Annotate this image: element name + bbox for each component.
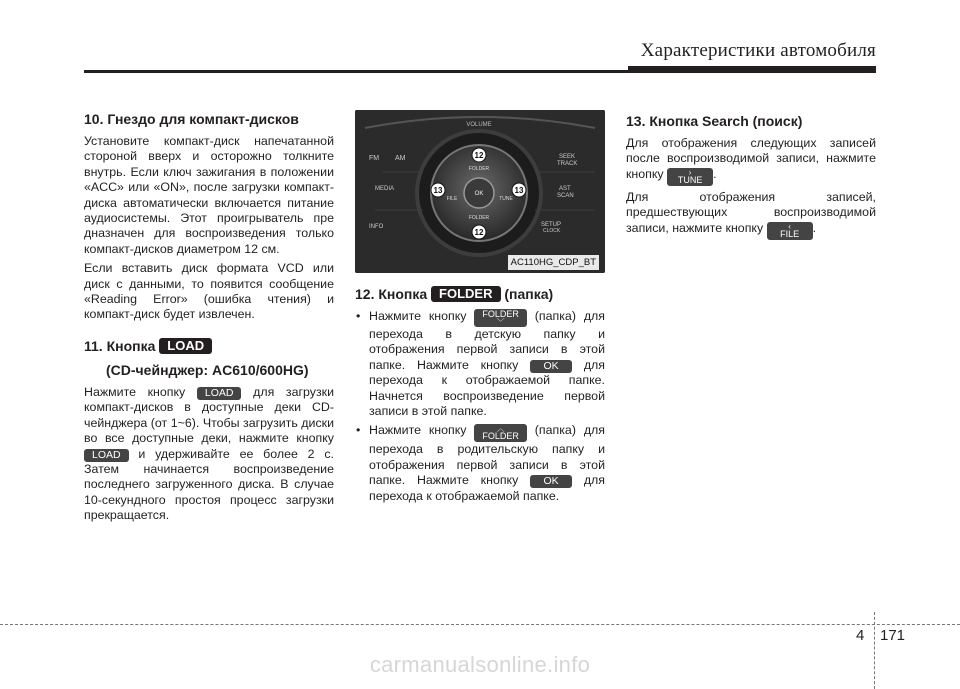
- callout-13-left: [431, 183, 445, 197]
- paragraph: Установите компакт-диск напечатанной стороной вверх и осторожно толкните внутрь. Если ключ зажигания в положении «ACC» или «ON», после загрузки компакт-диска автоматически включается питание аудиосистемы. Этот проигрыватель пре дназначен для воспроизведения только компакт-дисков диаметром 12 см.: [84, 134, 334, 256]
- folder-up-button-glyph: FOLDER ﹀: [474, 309, 527, 327]
- setup-label: SETUP: [541, 222, 562, 228]
- section-search-button: [626, 112, 876, 240]
- load-badge: LOAD: [159, 338, 212, 354]
- column-middle: [355, 110, 605, 518]
- folder-badge: FOLDER: [431, 286, 500, 302]
- text: и удерживайте ее более 2 с. Затем начинается воспроизведение последнего загруженного диска. В случае 10-секундного простоя процесс загрузки прекращается.: [84, 446, 334, 523]
- ok-button-glyph: OK: [530, 475, 572, 488]
- text: для загрузки компакт-дисков в доступные деки CD-чейнджера (от 1~6). Чтобы загрузить диски во все доступные деки, нажмите кнопку: [84, 384, 334, 446]
- callout-12-bottom: [472, 225, 486, 239]
- text: .: [713, 166, 717, 181]
- control-panel-photo: [355, 110, 605, 273]
- list-item: [355, 423, 605, 504]
- control-panel-illustration: [355, 110, 605, 273]
- text: для перехода к отображаемой папке. Начнется воспроизведение первой записи в этой папке.: [369, 357, 605, 419]
- track-label: TRACK: [557, 161, 578, 167]
- section-title: 10. Гнездо для компакт-дисков: [84, 111, 299, 127]
- page-number: 171: [880, 627, 906, 644]
- svg-text:12: 12: [474, 228, 484, 237]
- folder-down-button-glyph: ︿ FOLDER: [474, 424, 527, 442]
- paragraph: [626, 136, 876, 186]
- column-right: [626, 112, 876, 254]
- section-load-button: [84, 337, 334, 524]
- scan-label: SCAN: [557, 193, 574, 199]
- file-label: FILE: [446, 196, 458, 202]
- text: .: [812, 220, 817, 235]
- seek-label: SEEK: [559, 154, 576, 160]
- paragraph: [626, 190, 876, 240]
- load-button-glyph: LOAD: [84, 449, 129, 462]
- footer-rule: [0, 624, 960, 625]
- chevron-down-icon: ﹀: [496, 318, 505, 327]
- folder-instructions: [355, 309, 605, 504]
- photo-caption: AC110HG_CDP_BT: [508, 255, 599, 270]
- text: Нажмите кнопку: [369, 423, 467, 438]
- text: для перехода к отображаемой папке.: [369, 473, 605, 503]
- fm-label: FM: [369, 155, 380, 162]
- paragraph: Если вставить диск формата VCD или диск с данными, то появится сообщение «Reading Error» (ошибка чтения) и компакт-диск будет извлечен.: [84, 261, 334, 322]
- section-title-prefix: 11. Кнопка: [84, 337, 156, 354]
- text: (папка) для перехода в детскую папку и отображения первой записи в этой папке. Нажмите кнопку: [369, 309, 605, 372]
- list-item: [355, 309, 605, 419]
- section-subtitle: (CD-чейнджер: AC610/600HG): [106, 361, 309, 378]
- clock-label: CLOCK: [543, 228, 561, 234]
- load-button-glyph: LOAD: [197, 387, 242, 400]
- svg-text:12: 12: [474, 151, 484, 160]
- section-title: 13. Кнопка Search (поиск): [626, 113, 803, 129]
- section-folder-button: [355, 285, 605, 504]
- folder-down-label: FOLDER: [468, 215, 490, 221]
- header-rule-accent: [628, 66, 876, 73]
- file-button-glyph: ‹ FILE: [767, 222, 813, 240]
- callout-13-right: [512, 183, 526, 197]
- chevron-right-icon: ›: [688, 167, 692, 177]
- chevron-up-icon: ︿: [496, 424, 505, 434]
- callout-12-top: [472, 148, 486, 162]
- text: Нажмите кнопку: [369, 309, 467, 323]
- section-cd-slot: [84, 110, 334, 323]
- volume-label: VOLUME: [466, 122, 492, 128]
- text: Для отображения следующих записей после воспроизводимой записи, нажмите кнопку: [626, 136, 876, 181]
- watermark: carmanualsonline.info: [369, 652, 591, 677]
- text: Для отображения записей, предшествующих воспроизводимой записи, нажмите кнопку: [626, 189, 876, 235]
- media-label: MEDIA: [375, 186, 395, 192]
- chevron-left-icon: ‹: [788, 221, 791, 231]
- svg-text:13: 13: [433, 186, 443, 195]
- section-title-prefix: 12. Кнопка: [355, 286, 428, 302]
- svg-text:13: 13: [514, 186, 524, 195]
- running-header: Характеристики автомобиля: [640, 40, 876, 61]
- tune-label: TUNE: [499, 196, 513, 202]
- text: (папка) для перехода в родительскую папку и отображения первой записи в этой папке. Нажмите кнопку: [369, 423, 605, 488]
- chapter-number: 4: [856, 627, 865, 644]
- column-left: [84, 110, 334, 538]
- info-label: INFO: [369, 224, 384, 230]
- ok-label: OK: [474, 191, 484, 197]
- section-title-suffix: (папка): [504, 286, 554, 302]
- ok-button-glyph: OK: [530, 360, 572, 373]
- folder-up-label: FOLDER: [468, 166, 490, 172]
- section-title: [355, 285, 605, 303]
- tune-button-glyph: › TUNE: [667, 168, 713, 186]
- paragraph: [84, 385, 334, 524]
- text: Нажмите кнопку: [84, 384, 186, 399]
- section-title: [84, 337, 334, 355]
- ast-label: AST: [559, 186, 571, 192]
- am-label: AM: [395, 155, 406, 162]
